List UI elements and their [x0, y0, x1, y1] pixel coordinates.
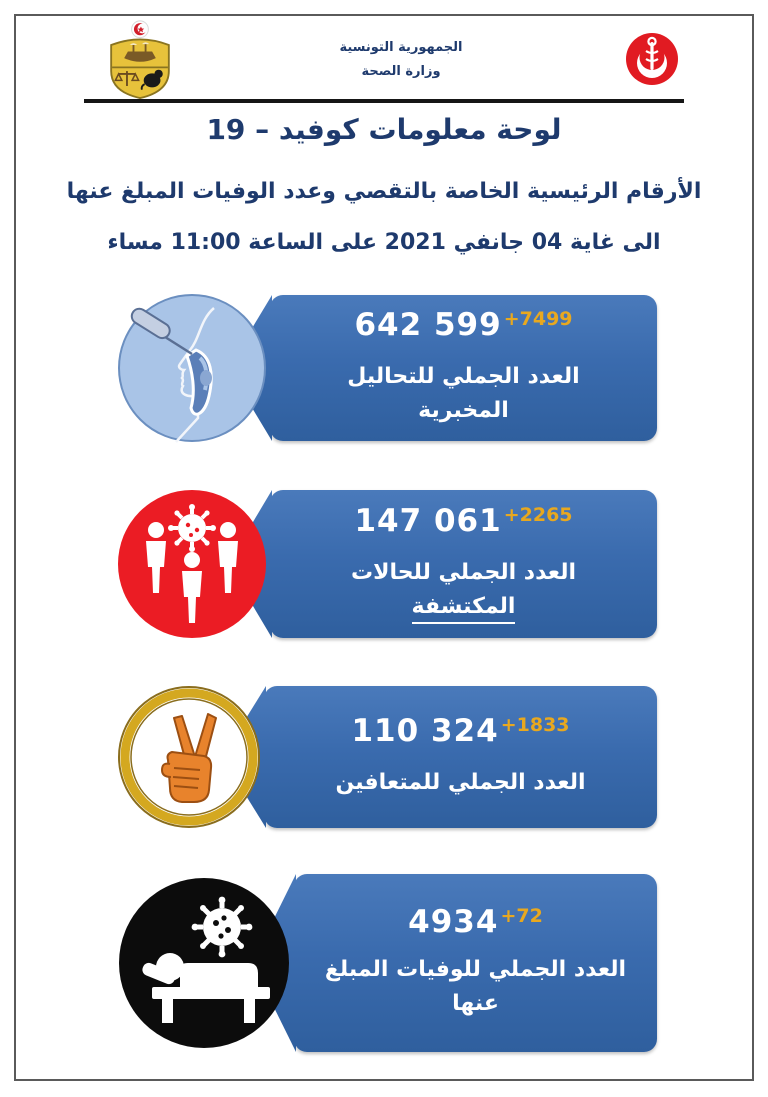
page-subtitle	[16, 166, 752, 268]
people-virus-icon	[116, 488, 268, 640]
stat-delta-recovered: +1833	[500, 714, 570, 736]
page-border-frame	[14, 14, 754, 1081]
label-underlined: المكتشفة	[412, 594, 516, 624]
stat-value-detected-cases	[354, 504, 572, 542]
deceased-bed-icon	[116, 875, 292, 1051]
stat-delta-lab-tests: +7499	[503, 308, 573, 330]
subtitle-line-1: الأرقام الرئيسية الخاصة بالتقصي وعدد الوفيات المبلغ عنها	[66, 179, 702, 204]
value-text: 147 061	[354, 503, 502, 539]
stat-delta-detected-cases: +2265	[503, 504, 573, 526]
stat-label-detected-cases	[270, 556, 657, 624]
subtitle-line-2: الى غاية 04 جانفي 2021 على الساعة 11:00 مساء	[107, 230, 661, 255]
card-recovered	[116, 684, 657, 830]
value-text: 4934	[408, 904, 499, 940]
nasal-swab-test-icon	[116, 292, 268, 444]
card-lab-tests	[116, 292, 657, 444]
value-text: 110 324	[351, 713, 499, 749]
stat-value-deaths	[408, 905, 543, 943]
header-divider	[84, 99, 684, 103]
banner-recovered	[264, 686, 657, 828]
label-prefix: العدد الجملي للحالات	[350, 560, 577, 585]
stat-label-recovered: العدد الجملي للمتعافين	[335, 770, 586, 795]
victory-hand-icon	[116, 684, 262, 830]
banner-detected-cases	[270, 490, 657, 638]
header	[16, 16, 752, 96]
banner-deaths	[294, 874, 657, 1052]
ministry-label: وزارة الصحة	[361, 63, 441, 79]
stat-label-lab-tests: العدد الجملي للتحاليل المخبرية	[347, 364, 580, 423]
card-detected-cases	[116, 488, 657, 640]
stat-label-deaths: العدد الجملي للوفيات المبلغ عنها	[324, 957, 627, 1016]
stat-value-recovered	[351, 714, 569, 752]
page-title: لوحة معلومات كوفيد – 19	[206, 113, 562, 146]
republic-label: الجمهورية التونسية	[339, 39, 463, 55]
ministry-of-health-logo-icon	[622, 29, 682, 89]
header-title-block	[180, 40, 622, 79]
stat-value-lab-tests	[354, 308, 572, 346]
tunisia-coat-of-arms-icon	[100, 19, 180, 99]
banner-lab-tests	[270, 295, 657, 441]
stat-delta-deaths: +72	[500, 905, 543, 927]
value-text: 642 599	[354, 307, 502, 343]
card-deaths	[116, 874, 657, 1052]
stat-cards	[16, 292, 752, 1052]
